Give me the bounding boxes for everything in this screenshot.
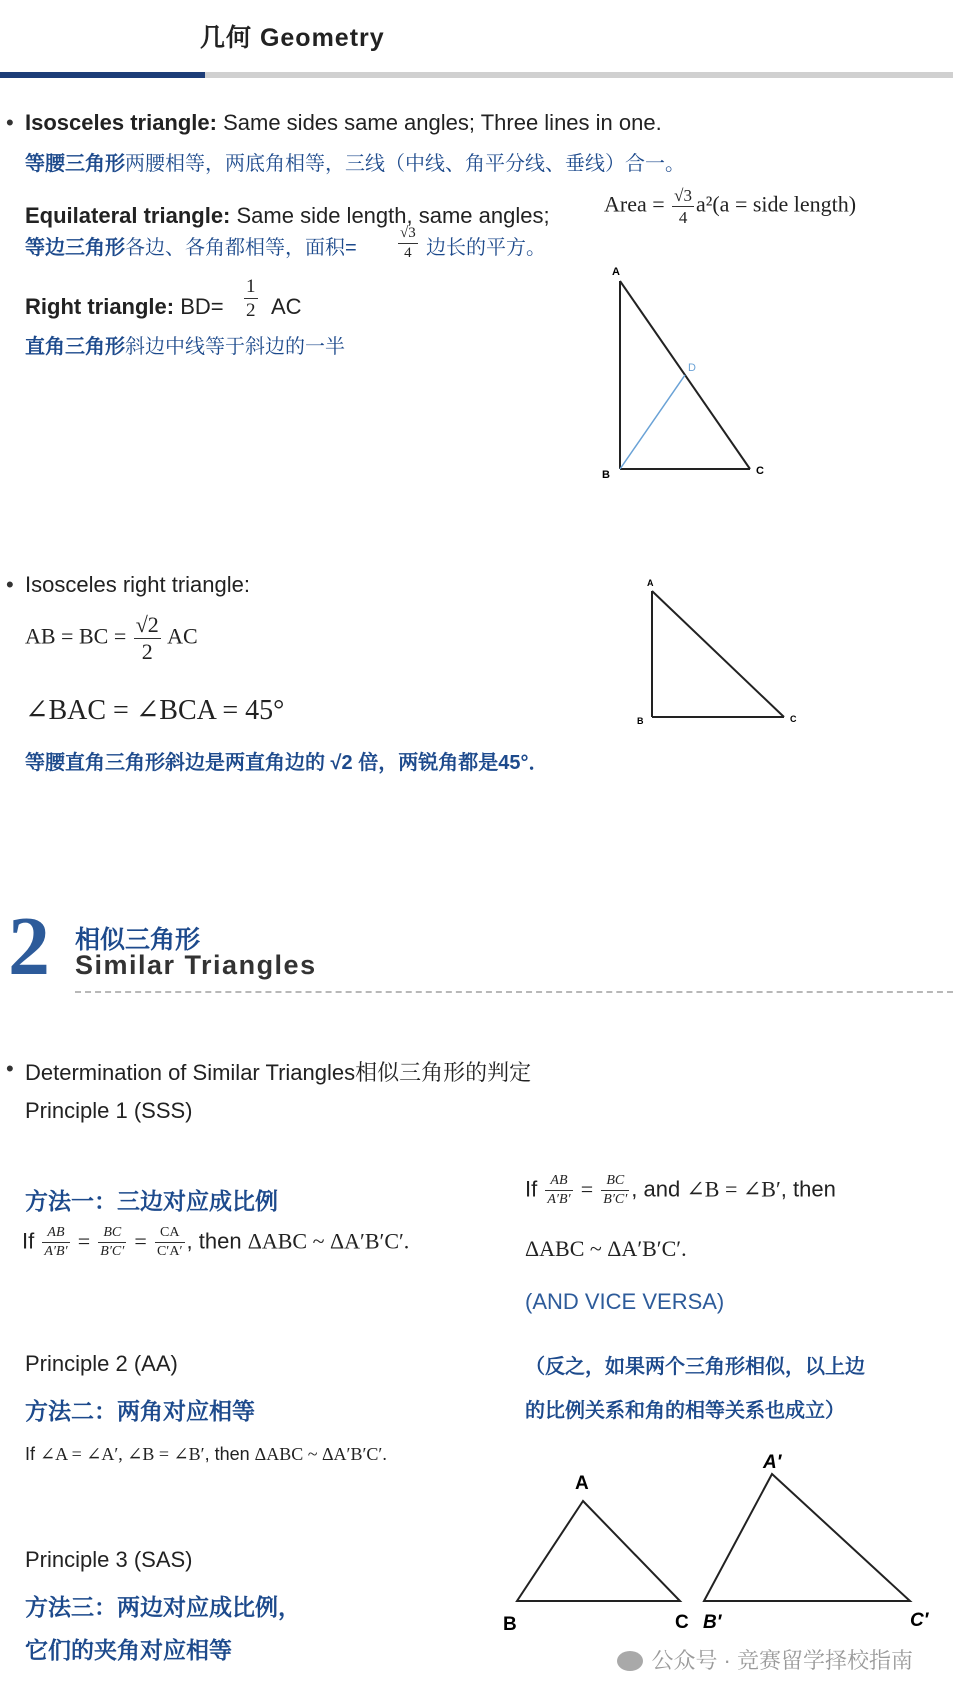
p2-then: , then xyxy=(204,1444,250,1464)
sas-f2-den: B′C′ xyxy=(603,1192,628,1207)
watermark xyxy=(617,1644,913,1675)
isosceles-cn-rest: 两腰相等，两底角相等，三线（中线、角平分线、垂线）合一。 xyxy=(125,153,685,175)
similar-triangles-diagram xyxy=(495,1450,940,1645)
eq1-frac-den: 2 xyxy=(141,639,153,664)
page-title: 几何 Geometry xyxy=(200,24,385,52)
label-a: A xyxy=(612,266,620,278)
label-c: C xyxy=(675,1612,689,1633)
p1-f3-num: CA xyxy=(155,1226,185,1243)
right-fraction xyxy=(242,277,260,320)
sas-formula: If $\frac{AB}{A'B'}$ = $\frac{BC}{B'C'}$ , and ∠B = ∠B′, then xyxy=(525,1173,836,1207)
isosceles-right-eq2: ∠BAC = ∠BCA = 45° xyxy=(25,695,285,726)
label-b: B xyxy=(637,716,644,725)
area-fraction xyxy=(672,187,694,226)
principle-3-cn-2: 它们的夹角对应相等 xyxy=(25,1637,232,1663)
right-prefix: BD= xyxy=(174,294,224,319)
area-prefix: Area = xyxy=(604,191,665,217)
label-c-prime: C′ xyxy=(910,1610,929,1631)
p2-formula xyxy=(25,1444,387,1465)
cn-fraction xyxy=(398,226,418,261)
sas-frac-1 xyxy=(545,1174,572,1207)
equilateral-label: Equilateral triangle: xyxy=(25,203,231,228)
wechat-icon xyxy=(617,1651,643,1671)
triangle-abc xyxy=(517,1501,680,1601)
sas-conclusion: ΔABC ~ ΔA′B′C′. xyxy=(525,1236,687,1261)
principle-2-label: Principle 2 (AA) xyxy=(25,1351,178,1376)
area-suffix: a²(a = side length) xyxy=(696,191,857,217)
equilateral-cn xyxy=(25,231,357,260)
area-frac-den: 4 xyxy=(678,208,688,227)
right-cn xyxy=(25,330,345,359)
p1-f1-num: AB xyxy=(42,1226,69,1243)
eq1-fraction xyxy=(134,614,161,663)
cn-frac-num: √3 xyxy=(398,226,418,244)
bullet-icon: • xyxy=(6,572,14,597)
p1-f3-den: C′A′ xyxy=(156,1244,183,1259)
header-rule xyxy=(205,72,953,78)
label-b: B xyxy=(602,469,610,481)
section-title-cn: 相似三角形 xyxy=(75,926,201,954)
right-label: Right triangle: xyxy=(25,294,175,319)
label-c: C xyxy=(756,465,764,477)
equilateral-cn-tail xyxy=(426,231,546,260)
bullet-icon: • xyxy=(6,110,14,135)
vice-versa: (AND VICE VERSA) xyxy=(525,1289,725,1314)
right-cn-bold: 直角三角形 xyxy=(25,336,125,358)
vice-versa-cn-2: 的比例关系和角的相等关系也成立） xyxy=(525,1400,845,1422)
side-ac xyxy=(652,591,784,717)
p1-f1-den: A′B′ xyxy=(44,1244,68,1259)
equilateral-cn-rest: 各边、各角都相等，面积= xyxy=(125,237,357,259)
label-a: A xyxy=(575,1473,589,1494)
isosceles-right-diagram xyxy=(632,575,812,725)
label-c: C xyxy=(790,714,797,724)
equilateral-line xyxy=(25,203,550,229)
principle-3-label: Principle 3 (SAS) xyxy=(25,1547,193,1572)
sas-f2-num: BC xyxy=(601,1174,629,1191)
cn-frac-den: 4 xyxy=(404,245,412,261)
right-suffix: AC xyxy=(271,294,302,319)
principle-2-cn: 方法二：两角对应相等 xyxy=(25,1398,255,1424)
median-bd xyxy=(620,375,685,469)
label-b-prime: B′ xyxy=(703,1612,722,1633)
section-number: 2 xyxy=(8,900,50,993)
section-title-en: Similar Triangles xyxy=(75,950,317,980)
eq1-suffix: AC xyxy=(167,623,198,649)
equilateral-text: Same side length, same angles; xyxy=(230,203,550,228)
p1-formula: If $\frac{AB}{A'B'}$ = $\frac{BC}{B'C'}$ = $\frac{CA}{C'A'}$ , then ΔABC ~ ΔA′B′C′. xyxy=(22,1225,410,1259)
p1-if: If xyxy=(22,1228,35,1254)
sas-f1-num: AB xyxy=(545,1174,572,1191)
isosceles-right-cn: 等腰直角三角形斜边是两直角边的 √2 倍，两锐角都是45°． xyxy=(25,752,549,774)
p1-then: , then xyxy=(186,1228,242,1254)
p1-frac-3 xyxy=(155,1226,185,1259)
right-frac xyxy=(244,277,258,320)
label-a: A xyxy=(647,578,654,588)
principle-1-cn: 方法一：三边对应成比例 xyxy=(25,1188,278,1214)
sas-f1-den: A′B′ xyxy=(547,1192,571,1207)
section-divider xyxy=(75,991,953,993)
eq1-frac-num: √2 xyxy=(135,612,159,637)
equilateral-cn-bold: 等边三角形 xyxy=(25,237,125,259)
p1-f2-den: B′C′ xyxy=(100,1244,125,1259)
principle-1-label: Principle 1 (SSS) xyxy=(25,1098,193,1123)
right-triangle-line xyxy=(25,294,224,320)
isosceles-right-label: Isosceles right triangle: xyxy=(25,572,250,597)
sas-then: , then xyxy=(780,1176,836,1202)
p2-if: If xyxy=(25,1444,36,1464)
bullet-icon: • xyxy=(6,1056,14,1081)
label-a-prime: A′ xyxy=(763,1452,782,1473)
label-b: B xyxy=(503,1614,517,1635)
isosceles-line xyxy=(25,110,662,136)
sas-and: , and xyxy=(631,1176,681,1202)
right-triangle-diagram xyxy=(590,262,770,482)
equilateral-area-formula xyxy=(604,187,856,226)
vice-versa-cn-1: （反之，如果两个三角形相似，以上边 xyxy=(525,1356,865,1378)
sas-angle: ∠B = ∠B′ xyxy=(686,1176,781,1202)
isosceles-cn xyxy=(25,147,685,176)
right-frac-num: 1 xyxy=(246,276,256,297)
p2-conclusion: ΔABC ~ ΔA′B′C′. xyxy=(254,1444,387,1464)
label-d: D xyxy=(688,362,696,374)
principle-3-cn-1: 方法三：两边对应成比例， xyxy=(25,1594,301,1620)
equilateral-cn-fraction xyxy=(396,226,420,261)
isosceles-label: Isosceles triangle: xyxy=(25,110,217,135)
right-frac-den: 2 xyxy=(246,300,256,321)
sas-frac-2 xyxy=(601,1174,629,1207)
p1-conclusion: ΔABC ~ ΔA′B′C′. xyxy=(247,1228,410,1254)
watermark-text: 公众号 · 竞赛留学择校指南 xyxy=(651,1648,913,1673)
isosceles-cn-bold: 等腰三角形 xyxy=(25,153,125,175)
area-frac-num: √3 xyxy=(674,186,692,205)
isosceles-right-eq1 xyxy=(25,614,198,663)
header-rule-accent xyxy=(0,72,205,78)
eq1-prefix: AB = BC = xyxy=(25,623,127,649)
p1-f2-num: BC xyxy=(98,1226,126,1243)
right-cn-rest: 斜边中线等于斜边的一半 xyxy=(125,336,345,358)
isosceles-text: Same sides same angles; Three lines in one. xyxy=(216,110,662,135)
p2-condition: ∠A = ∠A′, ∠B = ∠B′ xyxy=(40,1444,205,1464)
equilateral-cn-tail-text: 边长的平方。 xyxy=(426,237,546,259)
p1-frac-1 xyxy=(42,1226,69,1259)
sas-if: If xyxy=(525,1176,538,1202)
determination-heading: Determination of Similar Triangles相似三角形的判定 xyxy=(25,1060,532,1085)
triangle-a2b2c2 xyxy=(704,1474,910,1601)
p1-frac-2 xyxy=(98,1226,126,1259)
